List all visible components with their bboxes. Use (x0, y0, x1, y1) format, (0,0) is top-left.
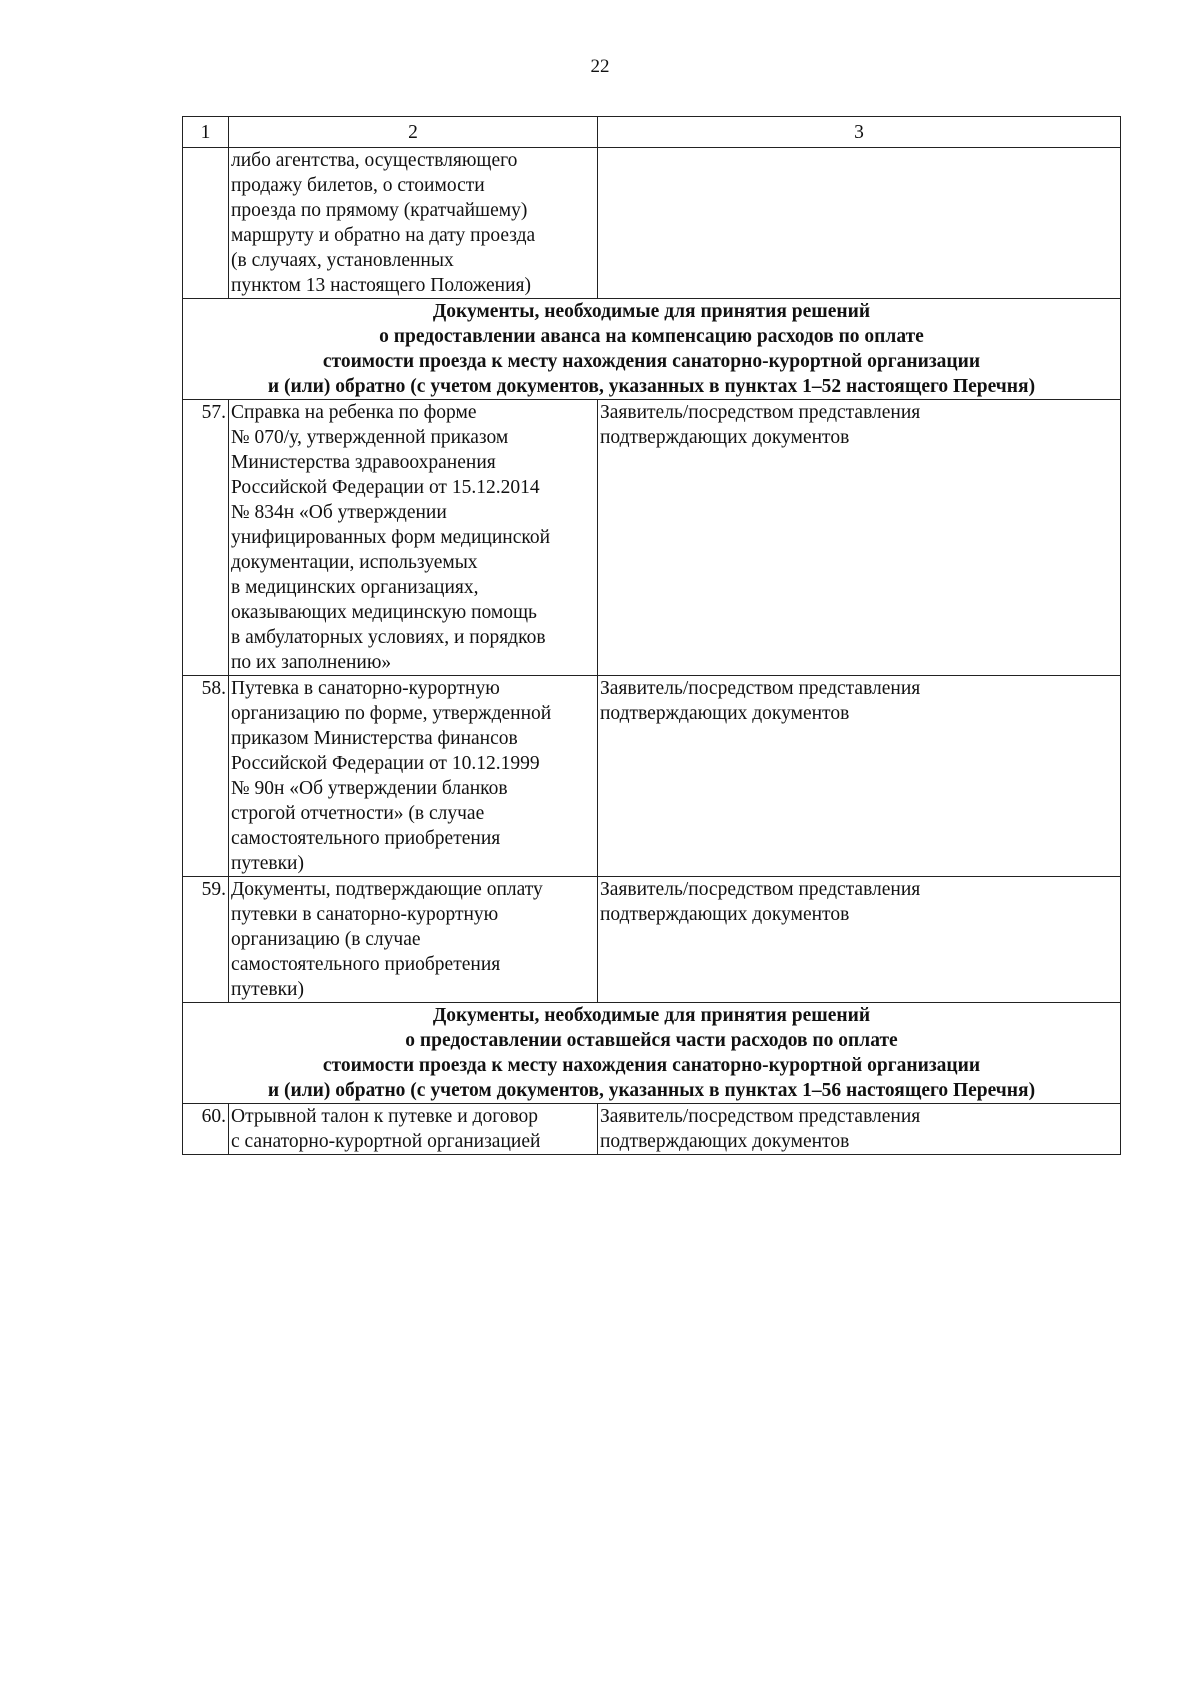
source-cell (598, 148, 1121, 299)
row-number: 57. (183, 400, 229, 676)
row-number: 60. (183, 1104, 229, 1155)
text-line: стоимости проезда к месту нахождения санаторно-курортной организации (322, 351, 981, 372)
page-number: 22 (590, 56, 610, 77)
text-line: в амбулаторных условиях, и порядков (231, 627, 546, 648)
text-line: в медицинских организациях, (231, 577, 479, 598)
document-cell (229, 400, 598, 676)
text-line: Отрывной талон к путевке и договор (231, 1106, 539, 1127)
text-line: продажу билетов, о стоимости (231, 175, 485, 196)
row-number: 59. (183, 877, 229, 1003)
text-line: проезда по прямому (кратчайшему) (231, 200, 528, 221)
text-line: № 070/у, утвержденной приказом (231, 427, 509, 448)
source-cell (598, 877, 1121, 1003)
source-cell (598, 1104, 1121, 1155)
section-heading-row (183, 1003, 1121, 1104)
text-line: самостоятельного приобретения (231, 954, 501, 975)
text-line: документации, используемых (231, 552, 478, 573)
text-line: организацию (в случае (231, 929, 421, 950)
text-line: о предоставлении аванса на компенсацию расходов по оплате (379, 326, 924, 347)
table-row (183, 676, 1121, 877)
text-line: оказывающих медицинскую помощь (231, 602, 537, 623)
table-row (183, 148, 1121, 299)
text-line: путевки) (231, 853, 304, 874)
text-line: подтверждающих документов (600, 427, 850, 448)
text-line: Министерства здравоохранения (231, 452, 496, 473)
section-heading-row (183, 299, 1121, 400)
text-line: и (или) обратно (с учетом документов, указанных в пунктах 1–52 настоящего Перечня) (267, 376, 1036, 397)
text-line: либо агентства, осуществляющего (231, 150, 518, 171)
text-line: о предоставлении оставшейся части расходов по оплате (405, 1030, 898, 1051)
section-heading-advance (183, 299, 1121, 400)
text-line: № 90н «Об утверждении бланков (231, 778, 508, 799)
text-line: Российской Федерации от 15.12.2014 (231, 477, 540, 498)
text-line: путевки в санаторно-курортную (231, 904, 499, 925)
header-col-2: 2 (229, 117, 598, 148)
text-line: и (или) обратно (с учетом документов, указанных в пунктах 1–56 настоящего Перечня) (267, 1080, 1036, 1101)
document-cell (229, 148, 598, 299)
document-cell (229, 877, 598, 1003)
text-line: Справка на ребенка по форме (231, 402, 477, 423)
text-line: Документы, необходимые для принятия решений (432, 301, 871, 322)
text-line: по их заполнению» (231, 652, 392, 673)
row-number (183, 148, 229, 299)
table-row (183, 400, 1121, 676)
text-line: подтверждающих документов (600, 1131, 850, 1152)
text-line: приказом Министерства финансов (231, 728, 518, 749)
source-cell (598, 676, 1121, 877)
text-line: подтверждающих документов (600, 703, 850, 724)
document-cell (229, 1104, 598, 1155)
text-line: Документы, необходимые для принятия решений (432, 1005, 871, 1026)
table-row (183, 1104, 1121, 1155)
text-line: стоимости проезда к месту нахождения санаторно-курортной организации (322, 1055, 981, 1076)
document-cell (229, 676, 598, 877)
text-line: Заявитель/посредством представления (600, 678, 921, 699)
text-line: путевки) (231, 979, 304, 1000)
text-line: Заявитель/посредством представления (600, 1106, 921, 1127)
text-line: (в случаях, установленных (231, 250, 454, 271)
table-header-row (183, 117, 1121, 148)
text-line: организацию по форме, утвержденной (231, 703, 552, 724)
text-line: с санаторно-курортной организацией (231, 1131, 541, 1152)
text-line: маршруту и обратно на дату проезда (231, 225, 536, 246)
text-line: строгой отчетности» (в случае (231, 803, 485, 824)
row-number: 58. (183, 676, 229, 877)
section-heading-remainder (183, 1003, 1121, 1104)
text-line: Документы, подтверждающие оплату (231, 879, 543, 900)
header-col-3: 3 (598, 117, 1121, 148)
source-cell (598, 400, 1121, 676)
table-row (183, 877, 1121, 1003)
documents-table (182, 116, 1121, 1155)
header-col-1: 1 (183, 117, 229, 148)
text-line: № 834н «Об утверждении (231, 502, 447, 523)
text-line: Заявитель/посредством представления (600, 402, 921, 423)
text-line: подтверждающих документов (600, 904, 850, 925)
text-line: Российской Федерации от 10.12.1999 (231, 753, 540, 774)
text-line: Заявитель/посредством представления (600, 879, 921, 900)
text-line: Путевка в санаторно-курортную (231, 678, 500, 699)
text-line: пунктом 13 настоящего Положения) (231, 275, 532, 296)
text-line: самостоятельного приобретения (231, 828, 501, 849)
text-line: унифицированных форм медицинской (231, 527, 551, 548)
